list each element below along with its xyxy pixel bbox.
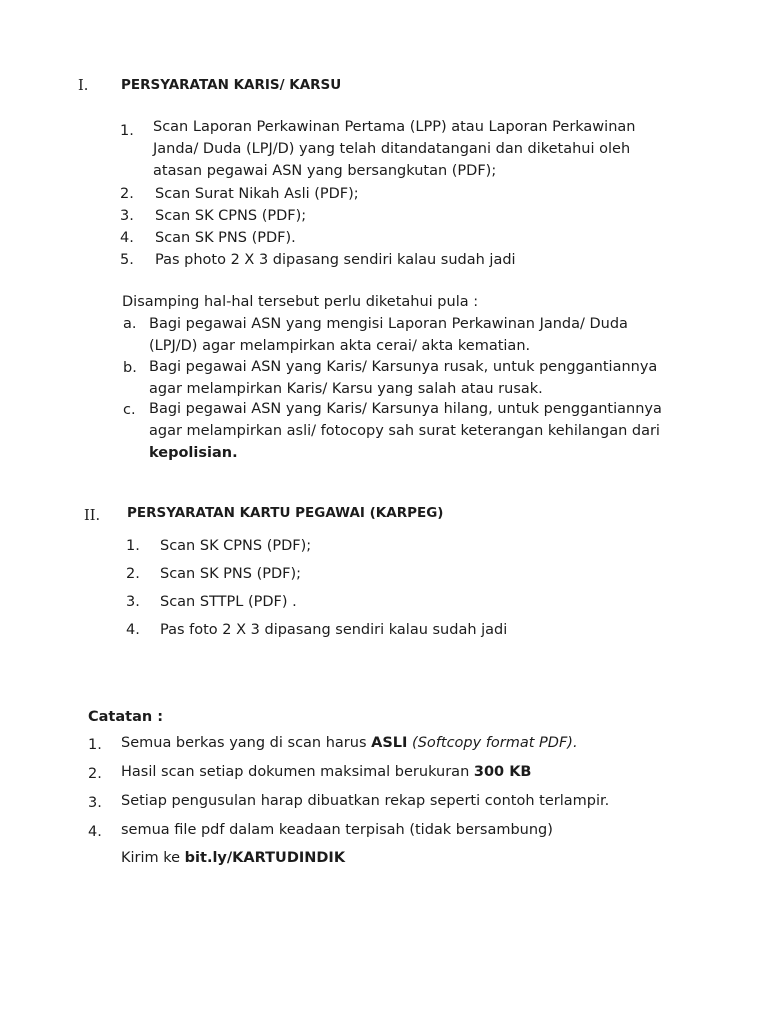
note-b-letter: b. [123,360,137,376]
s1-item-4-text: Scan SK PNS (PDF). [155,230,296,246]
s2-item-2-number: 2. [126,566,140,582]
note-a-letter: a. [123,316,137,332]
catatan-item-4-text: semua file pdf dalam keadaan terpisah (tidak bersambung) [121,822,553,838]
s2-item-1-number: 1. [126,538,140,554]
send-link[interactable]: bit.ly/KARTUDINDIK [184,850,346,866]
s1-item-5-number: 5. [120,252,134,268]
s1-item-1-line-2: Janda/ Duda (LPJ/D) yang telah ditandatangani dan diketahui oleh [153,141,631,157]
note-c-bold-line: kepolisian. [149,445,238,461]
s1-item-2-number: 2. [120,186,134,202]
s2-item-1-text: Scan SK CPNS (PDF); [160,538,312,554]
section-2-title: PERSYARATAN KARTU PEGAWAI (KARPEG) [127,505,444,521]
note-c-line-1: Bagi pegawai ASN yang Karis/ Karsunya hilang, untuk penggantiannya [149,401,662,417]
catatan-item-1-bold: ASLI [371,735,408,751]
catatan-item-3-number: 3. [88,795,102,811]
catatan-item-4-number: 4. [88,824,102,840]
section-2-numeral: II. [84,508,101,524]
note-b-line-2: agar melampirkan Karis/ Karsu yang salah atau rusak. [149,381,543,397]
catatan-title: Catatan : [88,709,164,725]
catatan-item-2-bold: 300 KB [473,764,532,780]
s2-item-2-text: Scan SK PNS (PDF); [160,566,302,582]
note-c-line-2: agar melampirkan asli/ fotocopy sah surat keterangan kehilangan dari [149,423,660,439]
note-a-line-1: Bagi pegawai ASN yang mengisi Laporan Perkawinan Janda/ Duda [149,316,628,332]
section-1-title: PERSYARATAN KARIS/ KARSU [121,77,342,93]
s1-item-4-number: 4. [120,230,134,246]
s1-item-1-line-3: atasan pegawai ASN yang bersangkutan (PDF); [153,163,497,179]
s1-item-1-number: 1. [120,123,134,139]
catatan-item-3-text: Setiap pengusulan harap dibuatkan rekap seperti contoh terlampir. [121,793,610,809]
note-b-line-1: Bagi pegawai ASN yang Karis/ Karsunya rusak, untuk penggantiannya [149,359,658,375]
s1-item-3-number: 3. [120,208,134,224]
s2-item-3-text: Scan STTPL (PDF) . [160,594,297,610]
catatan-item-2-number: 2. [88,766,102,782]
note-a-line-2: (LPJ/D) agar melampirkan akta cerai/ akta kematian. [149,338,531,354]
s1-item-5-text: Pas photo 2 X 3 dipasang sendiri kalau sudah jadi [155,252,516,268]
s2-item-4-text: Pas foto 2 X 3 dipasang sendiri kalau sudah jadi [160,622,508,638]
catatan-item-1-number: 1. [88,737,102,753]
send-label: Kirim ke [121,850,185,866]
catatan-item-2-pre: Hasil scan setiap dokumen maksimal berukuran [121,764,474,780]
catatan-item-1-italic: (Softcopy format PDF). [407,735,578,751]
send-line [121,847,345,869]
section-1-numeral: I. [78,78,89,94]
note-c-letter: c. [123,402,136,418]
catatan-item-1-text [121,732,578,754]
s1-item-1-text [153,116,676,182]
s1-item-3-text: Scan SK CPNS (PDF); [155,208,307,224]
catatan-item-1-pre: Semua berkas yang di scan harus [121,735,372,751]
catatan-item-2-text [121,761,531,783]
note-a-text [149,313,678,357]
notes-intro: Disamping hal-hal tersebut perlu diketahui pula : [122,294,479,310]
note-c-text [149,398,679,464]
s1-item-2-text: Scan Surat Nikah Asli (PDF); [155,186,359,202]
s2-item-3-number: 3. [126,594,140,610]
note-b-text [149,356,678,400]
s2-item-4-number: 4. [126,622,140,638]
s1-item-1-line-1: Scan Laporan Perkawinan Pertama (LPP) atau Laporan Perkawinan [153,119,636,135]
